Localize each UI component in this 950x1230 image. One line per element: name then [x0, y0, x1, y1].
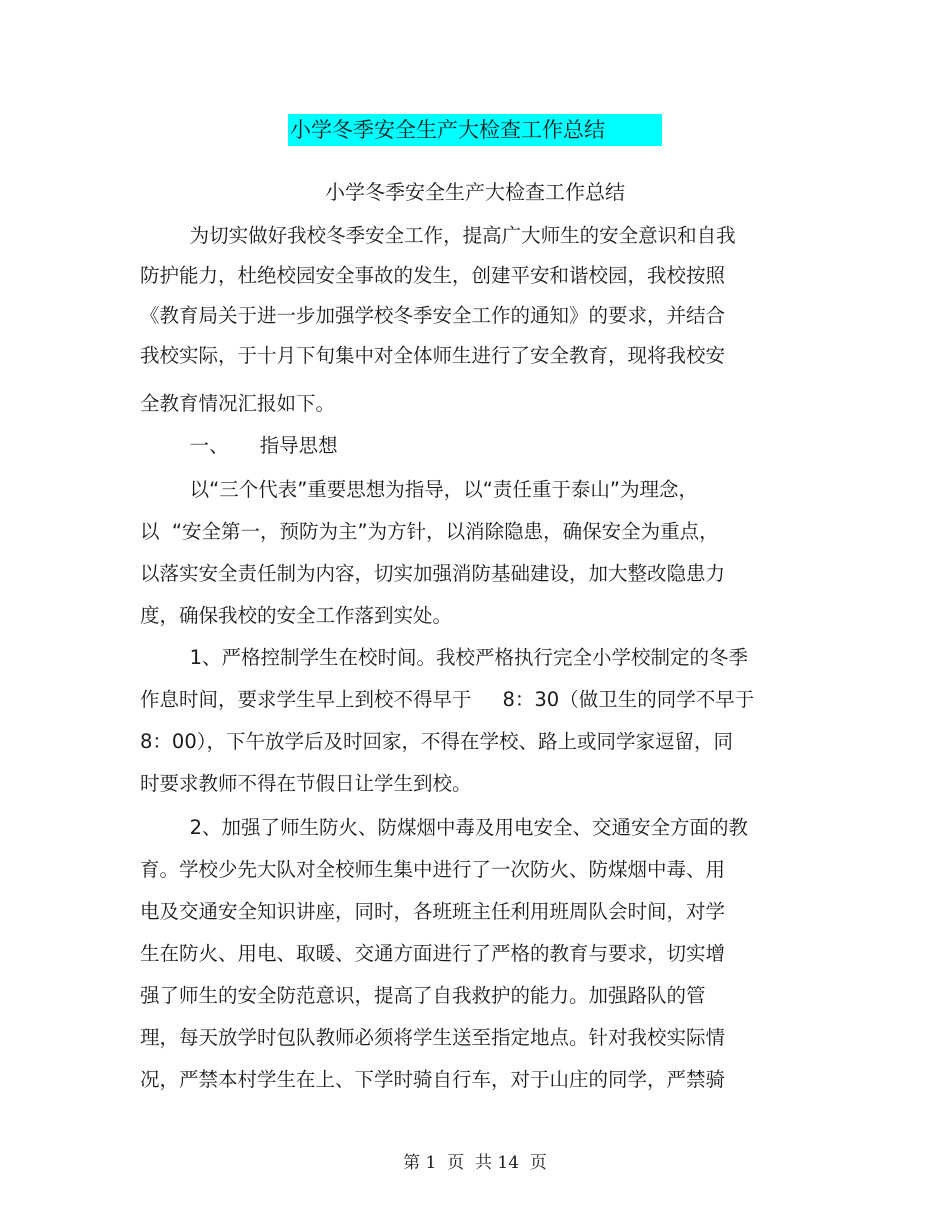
section-heading: 一、 指导思想	[140, 434, 338, 457]
body-line: 防护能力，杜绝校园安全事故的发生，创建平安和谐校园，我校按照	[140, 264, 726, 287]
body-line: 8：00），下午放学后及时回家，不得在学校、路上或同学家逗留，同	[140, 730, 733, 753]
body-line: 我校实际，于十月下旬集中对全体师生进行了安全教育，现将我校安	[140, 344, 726, 367]
body-line: 以 “安全第一，预防为主”为方针，以消除隐患，确保安全为重点，	[140, 520, 719, 543]
body-line: 育。学校少先大队对全校师生集中进行了一次防火、防煤烟中毒、用	[140, 858, 726, 881]
page-number-footer: 第 1 页 共 14 页	[403, 1153, 547, 1173]
body-line: 全教育情况汇报如下。	[140, 392, 336, 415]
body-line: 电及交通安全知识讲座，同时，各班班主任利用班周队会时间，对学	[140, 900, 726, 923]
body-line: 度，确保我校的安全工作落到实处。	[140, 604, 453, 627]
body-line: 《教育局关于进一步加强学校冬季安全工作的通知》的要求，并结合	[140, 304, 726, 327]
body-line: 生在防火、用电、取暖、交通方面进行了严格的教育与要求，切实增	[140, 942, 726, 965]
body-line: 以落实安全责任制为内容，切实加强消防基础建设，加大整改隐患力	[140, 562, 726, 585]
body-line: 2、加强了师生防火、防煤烟中毒及用电安全、交通安全方面的教	[140, 816, 748, 839]
body-line: 作息时间，要求学生早上到校不得早于 8：30（做卫生的同学不早于	[140, 688, 755, 711]
body-line: 以“三个代表”重要思想为指导，以“责任重于泰山”为理念，	[140, 478, 698, 501]
body-line: 理，每天放学时包队教师必须将学生送至指定地点。针对我校实际情	[140, 1026, 726, 1049]
document-title: 小学冬季安全生产大检查工作总结	[325, 180, 625, 204]
body-line: 强了师生的安全防范意识，提高了自我救护的能力。加强路队的管	[140, 984, 706, 1007]
body-line: 为切实做好我校冬季安全工作，提高广大师生的安全意识和自我	[140, 224, 736, 247]
body-line: 况，严禁本村学生在上、下学时骑自行车，对于山庄的同学，严禁骑	[140, 1068, 726, 1091]
highlighted-title: 小学冬季安全生产大检查工作总结	[288, 114, 662, 146]
body-line: 1、严格控制学生在校时间。我校严格执行完全小学校制定的冬季	[140, 646, 748, 669]
body-line: 时要求教师不得在节假日让学生到校。	[140, 772, 472, 795]
